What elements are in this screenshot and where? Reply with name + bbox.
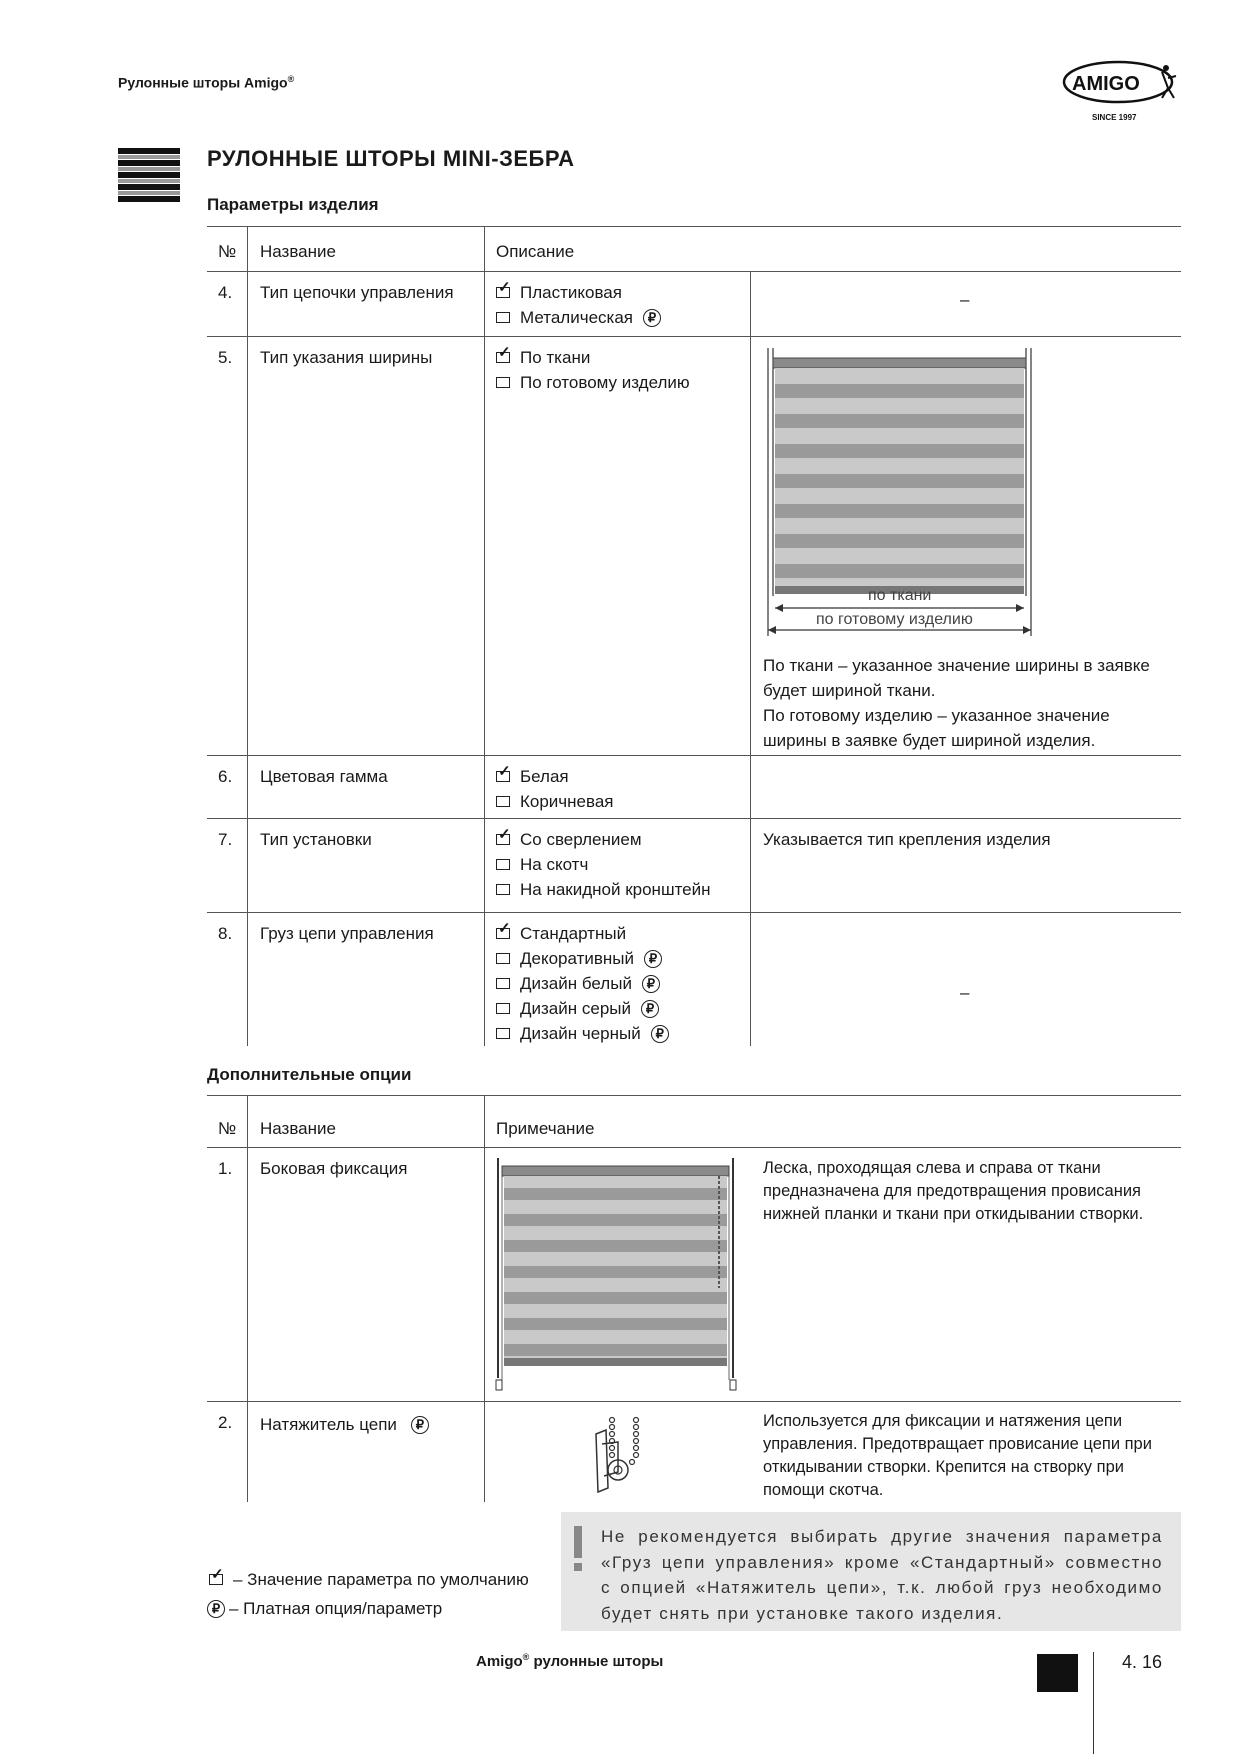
option-item[interactable]: [496, 280, 661, 305]
column-divider: [484, 226, 485, 1046]
col-header-description: Описание: [496, 242, 575, 261]
row-number: 5.: [218, 348, 233, 367]
checkbox-icon[interactable]: [496, 978, 510, 989]
option-item[interactable]: [496, 370, 690, 395]
row-note: [763, 653, 1175, 753]
option-label: По готовому изделию: [520, 373, 690, 392]
divider: [207, 1147, 1181, 1148]
option-label: Дизайн белый: [520, 974, 632, 993]
option-label: Декоративный: [520, 949, 635, 968]
option-item[interactable]: [496, 827, 711, 852]
row-note: Используется для фиксации и натяжения цепи управления. Предотвращает провисание цепи при откидывании створки. Крепится на створку при помощи скотча.: [763, 1412, 1152, 1499]
dim-label-fabric: по ткани: [868, 587, 932, 604]
option-item[interactable]: [496, 345, 690, 370]
row-name: Тип цепочки управления: [260, 283, 454, 302]
row-note: Леска, проходящая слева и справа от ткани предназначена для предотвращения провисания нижней планки и ткани при откидывании створки.: [763, 1159, 1144, 1223]
paid-option-icon: ₽: [411, 1416, 429, 1434]
option-label: По ткани: [520, 348, 591, 367]
row-name: Тип установки: [260, 830, 372, 849]
row-number: 8.: [218, 924, 233, 943]
col-header-no: №: [218, 1119, 237, 1138]
divider: [207, 1095, 1181, 1096]
option-item[interactable]: [496, 789, 614, 814]
note-product: По готовому изделию – указанное значение ширины в заявке будет шириной изделия.: [763, 706, 1110, 750]
amigo-logo: [1058, 58, 1184, 128]
row-name: Боковая фиксация: [260, 1159, 408, 1178]
section-marker: [1037, 1654, 1078, 1692]
row-name: Груз цепи управления: [260, 924, 434, 943]
paid-option-icon: ₽: [651, 1025, 669, 1043]
row-number: 1.: [218, 1159, 233, 1178]
registered-mark: ®: [287, 74, 295, 84]
row-note: Указывается тип крепления изделия: [763, 830, 1051, 849]
divider: [207, 818, 1181, 819]
divider: [207, 336, 1181, 337]
option-label: На накидной кронштейн: [520, 880, 711, 899]
note-fabric: По ткани – указанное значение ширины в заявке будет шириной ткани.: [763, 656, 1150, 700]
warning-text: Не рекомендуется выбирать другие значения параметра «Груз цепи управления» кроме «Стандартный» совместно с опцией «Натяжитель цепи», т.к. любой груз необходимо будет снять при установке такого изделия.: [601, 1527, 1163, 1623]
option-label: Металическая: [520, 308, 633, 327]
divider: [207, 1401, 1181, 1402]
row-note: –: [960, 983, 970, 1002]
side-fixation-diagram: [495, 1158, 740, 1392]
checkbox-icon[interactable]: [496, 796, 510, 807]
checkbox-checked-icon[interactable]: [496, 771, 510, 782]
col-header-name: Название: [260, 242, 336, 261]
dim-label-product: по готовому изделию: [816, 611, 973, 628]
chain-tensioner-icon: [588, 1414, 650, 1496]
divider: [207, 271, 1181, 272]
page-title: РУЛОННЫЕ ШТОРЫ MINI-ЗЕБРА: [207, 146, 575, 171]
option-item[interactable]: [496, 764, 614, 789]
column-divider: [247, 1095, 248, 1502]
option-label: Белая: [520, 767, 569, 786]
header-title: Рулонные шторы Amigo: [118, 74, 288, 91]
warning-box: [561, 1512, 1181, 1631]
checkbox-icon[interactable]: [496, 953, 510, 964]
column-divider: [247, 226, 248, 1046]
legend-paid: [207, 1596, 442, 1621]
option-list: [496, 827, 711, 902]
divider: [207, 912, 1181, 913]
checkbox-checked-icon[interactable]: [496, 352, 510, 363]
checkbox-icon[interactable]: [496, 859, 510, 870]
page-number: 4. 16: [1122, 1652, 1163, 1672]
paid-option-icon: ₽: [644, 950, 662, 968]
checkbox-checked-icon[interactable]: [496, 928, 510, 939]
col-header-name: Название: [260, 1119, 336, 1138]
option-item[interactable]: [496, 996, 669, 1021]
legend-paid-text: – Платная опция/параметр: [229, 1599, 443, 1618]
option-item[interactable]: [496, 305, 661, 330]
option-label: Дизайн серый: [520, 999, 631, 1018]
paid-option-icon: ₽: [643, 309, 661, 327]
option-item[interactable]: [496, 946, 669, 971]
option-label: На скотч: [520, 855, 589, 874]
row-number: 6.: [218, 767, 233, 786]
checkbox-icon[interactable]: [496, 312, 510, 323]
option-label: Пластиковая: [520, 283, 622, 302]
option-label: Коричневая: [520, 792, 614, 811]
column-divider: [750, 271, 751, 1046]
option-list: [496, 764, 614, 814]
checkbox-checked-icon[interactable]: [496, 287, 510, 298]
divider: [207, 226, 1181, 227]
option-list: [496, 921, 669, 1046]
legend-default: [209, 1567, 529, 1592]
row-number: 4.: [218, 283, 233, 302]
checkbox-checked-icon[interactable]: [496, 834, 510, 845]
extras-heading: Дополнительные опции: [207, 1065, 412, 1084]
checkbox-icon[interactable]: [496, 1003, 510, 1014]
zebra-blind-icon: [118, 146, 180, 204]
option-item[interactable]: [496, 921, 669, 946]
col-header-no: №: [218, 242, 237, 261]
paid-option-icon: ₽: [642, 975, 660, 993]
running-header: [118, 74, 294, 91]
legend-default-text: – Значение параметра по умолчанию: [233, 1570, 529, 1589]
exclamation-icon: [574, 1526, 582, 1572]
footer-brand-name: Amigo: [476, 1653, 523, 1670]
row-name-wrapper: [260, 1412, 429, 1437]
logo-since: SINCE 1997: [1092, 113, 1137, 122]
checkbox-checked-icon: [209, 1574, 223, 1585]
row-number: 7.: [218, 830, 233, 849]
option-item[interactable]: [496, 877, 711, 902]
row-name: Натяжитель цепи: [260, 1415, 397, 1434]
col-header-note: Примечание: [496, 1119, 595, 1138]
option-item[interactable]: [496, 971, 669, 996]
paid-option-icon: ₽: [641, 1000, 659, 1018]
footer-brand: [476, 1652, 663, 1670]
option-list: [496, 280, 661, 330]
option-item[interactable]: [496, 852, 711, 877]
row-name: Цветовая гамма: [260, 767, 388, 786]
row-number: 2.: [218, 1413, 233, 1432]
registered-mark: ®: [522, 1652, 530, 1662]
option-list: [496, 345, 690, 395]
row-name: Тип указания ширины: [260, 348, 433, 367]
option-label: Стандартный: [520, 924, 627, 943]
option-label: Дизайн черный: [520, 1024, 641, 1043]
logo-text: AMIGO: [1072, 73, 1140, 95]
checkbox-icon[interactable]: [496, 1028, 510, 1039]
divider: [207, 755, 1181, 756]
width-measurement-diagram: [763, 346, 1043, 636]
footer-brand-suffix: рулонные шторы: [529, 1653, 664, 1670]
checkbox-icon[interactable]: [496, 884, 510, 895]
row-note: –: [960, 290, 970, 309]
column-divider: [484, 1095, 485, 1502]
paid-option-icon: ₽: [207, 1600, 225, 1618]
params-heading: Параметры изделия: [207, 195, 379, 214]
checkbox-icon[interactable]: [496, 377, 510, 388]
option-item[interactable]: [496, 1021, 669, 1046]
option-label: Со сверлением: [520, 830, 642, 849]
footer-divider: [1093, 1652, 1094, 1754]
